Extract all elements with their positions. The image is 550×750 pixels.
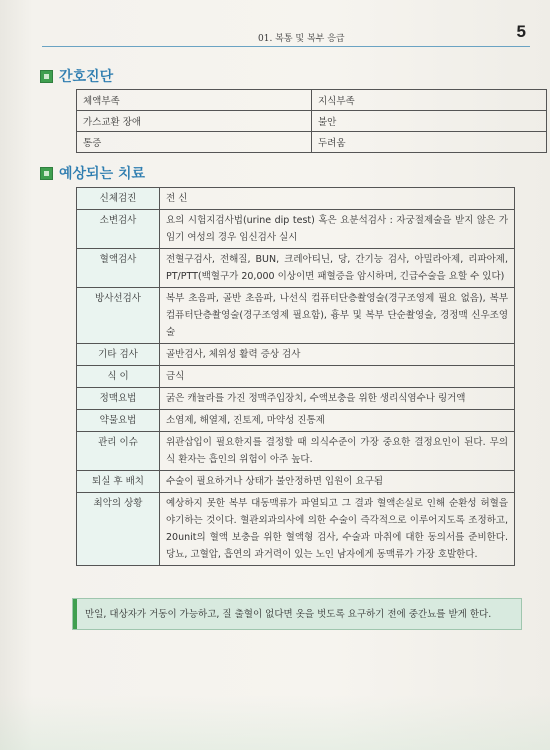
note-box — [72, 598, 522, 630]
row-value: 요의 시험지검사법(urine dip test) 혹은 요분석검사 : 자궁절제술을 받지 않은 가임기 여성의 경우 임신검사 실시 — [160, 210, 515, 249]
row-value: 전혈구검사, 전해질, BUN, 크레아티닌, 당, 간기능 검사, 아밀라아제, 리파아제, PT/PTT(백혈구가 20,000 이상이면 패혈증을 암시하며, 긴급수술을 요할 수 있다) — [160, 249, 515, 288]
table-row — [77, 188, 515, 210]
row-label: 방사선검사 — [77, 288, 160, 344]
page-bottom-shade — [0, 695, 550, 750]
row-value: 소염제, 해열제, 진토제, 마약성 진통제 — [160, 410, 515, 432]
table-row — [77, 493, 515, 566]
table-row — [77, 90, 547, 111]
table-cell: 통증 — [77, 132, 312, 153]
table-row — [77, 111, 547, 132]
table-row — [77, 344, 515, 366]
section-title-text: 간호진단 — [59, 69, 114, 85]
table-row — [77, 432, 515, 471]
square-bullet-icon — [40, 167, 53, 180]
row-label: 기타 검사 — [77, 344, 160, 366]
page-number: 5 — [516, 22, 526, 41]
diagnosis-table — [76, 89, 547, 153]
square-bullet-icon — [40, 70, 53, 83]
note-text: 만일, 대상자가 거동이 가능하고, 질 출혈이 없다면 옷을 벗도록 요구하기 전에 중간뇨를 받게 한다. — [85, 609, 492, 620]
row-label: 정맥요법 — [77, 388, 160, 410]
row-value: 굵은 캐뉼라를 가진 정맥주입장치, 수액보충을 위한 생리식염수나 링거액 — [160, 388, 515, 410]
table-row — [77, 132, 547, 153]
table-row — [77, 366, 515, 388]
row-value: 위관삽입이 필요한지를 결정할 때 의식수준이 가장 중요한 결정요인이 된다. 무의식 환자는 흡인의 위험이 아주 높다. — [160, 432, 515, 471]
table-row — [77, 410, 515, 432]
table-row — [77, 210, 515, 249]
table-row — [77, 249, 515, 288]
header-rule — [42, 46, 530, 47]
row-value: 예상하지 못한 복부 대동맥류가 파열되고 그 결과 혈액손실로 인해 순환성 허혈을 야기하는 것이다. 혈관외과의사에 의한 수술이 즉각적으로 이루어지도록 조정하고, 20unit의 혈액 보충을 위한 혈액형 검사, 수술과 마취에 대한 동의서를 준비한다. 당뇨, 고혈압, 흡연의 과거력이 있는 노인 남자에게 동맥류가 가장 호발한다. — [160, 493, 515, 566]
row-value: 수술이 필요하거나 상태가 불안정하면 입원이 요구됨 — [160, 471, 515, 493]
table-row — [77, 288, 515, 344]
section-title-text: 예상되는 치료 — [59, 166, 146, 182]
table-row — [77, 471, 515, 493]
row-label: 소변검사 — [77, 210, 160, 249]
treatment-table — [76, 187, 515, 566]
row-label: 관리 이슈 — [77, 432, 160, 471]
note-accent-bar — [73, 599, 77, 629]
section-title-treatment — [40, 163, 145, 183]
running-title: 01. 복통 및 복부 응급 — [258, 34, 345, 44]
row-value: 골반검사, 체위성 활력 증상 검사 — [160, 344, 515, 366]
row-label: 퇴실 후 배치 — [77, 471, 160, 493]
table-cell: 불안 — [312, 111, 547, 132]
table-cell: 가스교환 장애 — [77, 111, 312, 132]
row-value: 금식 — [160, 366, 515, 388]
row-label: 신체검진 — [77, 188, 160, 210]
table-cell: 지식부족 — [312, 90, 547, 111]
table-cell: 두려움 — [312, 132, 547, 153]
row-label: 식 이 — [77, 366, 160, 388]
table-cell: 체액부족 — [77, 90, 312, 111]
running-header — [0, 18, 550, 46]
row-label: 최악의 상황 — [77, 493, 160, 566]
section-title-diagnosis — [40, 66, 113, 86]
table-row — [77, 388, 515, 410]
row-label: 혈액검사 — [77, 249, 160, 288]
row-value: 복부 초음파, 골반 초음파, 나선식 컴퓨터단층촬영술(경구조영제 필요 없음), 복부 컴퓨터단층촬영술(경구조영제 필요함), 흉부 및 복부 단순촬영술, 경정맥 신우조영술 — [160, 288, 515, 344]
row-label: 약물요법 — [77, 410, 160, 432]
row-value: 전 신 — [160, 188, 515, 210]
